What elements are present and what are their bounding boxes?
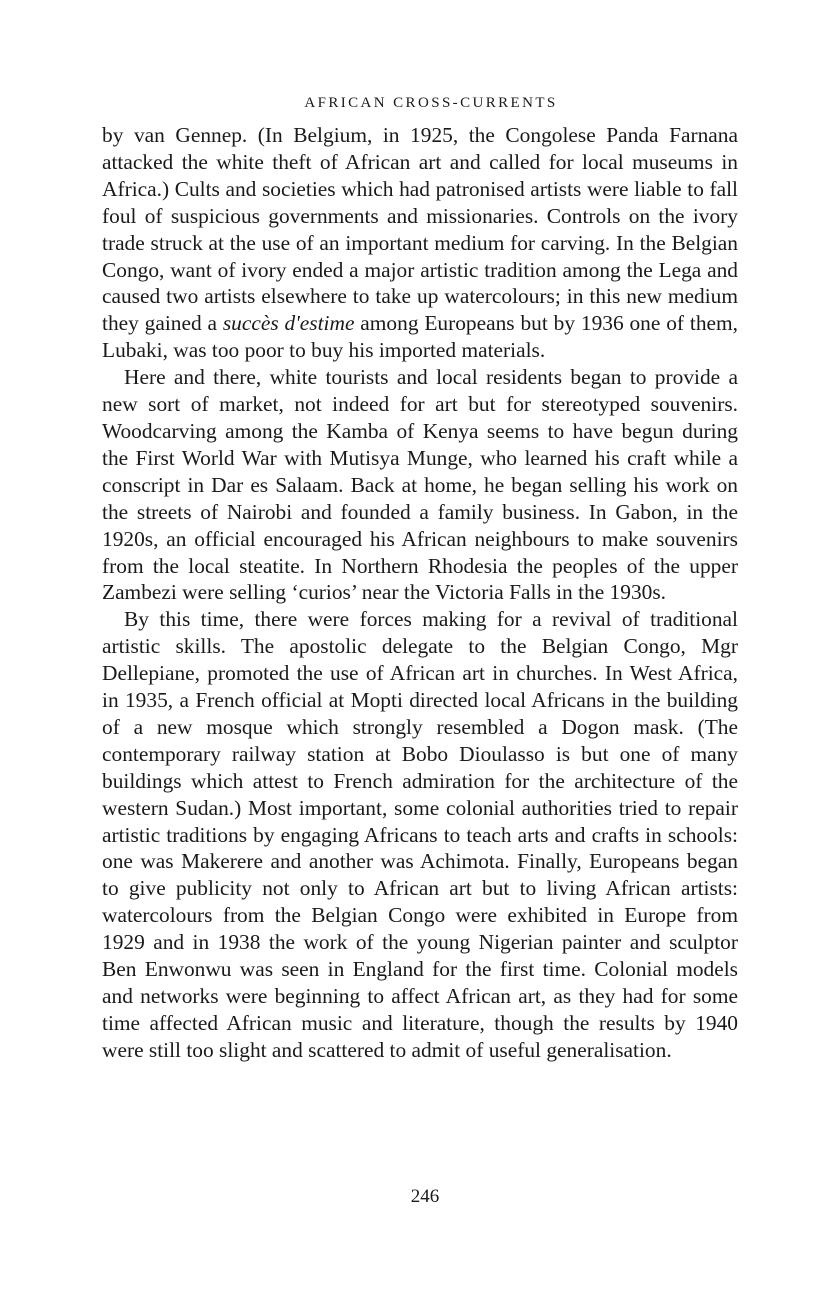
paragraph-1-text-b: among Europeans but by 1936 one of them, Lubaki, was too poor to buy his imported materials. (102, 311, 738, 363)
paragraph-2-text: Here and there, white tourists and local residents began to provide a new sort of market, not indeed for art but for stereotyped souvenirs. Woodcarving among the Kamba of Kenya seems to have begun during the First World War with Mutisya Munge, who learned his craft while a conscript in Dar es Salaam. Back at home, he began selling his work on the streets of Nairobi and founded a family business. In Gabon, in the 1920s, an official encouraged his African neighbours to make souvenirs from the local steatite. In Northern Rhodesia the peoples of the upper Zambezi were selling ‘curios’ near the Victoria Falls in the 1930s. (102, 365, 738, 605)
paragraph-3 (102, 606, 738, 1063)
paragraph-1-text-a: by van Gennep. (In Belgium, in 1925, the Congolese Panda Farnana attacked the white theft of African art and called for local museums in Africa.) Cults and societies which had patronised artists were liable to fall foul of suspicious governments and missionaries. Controls on the ivory trade struck at the use of an important medium for carving. In the Belgian Congo, want of ivory ended a major artistic tradition among the Lega and caused two artists elsewhere to take up watercolours; in this new medium they gained a (102, 123, 738, 336)
paragraph-2 (102, 364, 738, 606)
paragraph-1 (102, 122, 738, 364)
page-number: 246 (410, 1186, 440, 1207)
paragraph-1-italic-phrase: succès d'estime (222, 311, 355, 336)
body-text (102, 122, 738, 1064)
paragraph-3-text: By this time, there were forces making for a revival of traditional artistic skills. The apostolic delegate to the Belgian Congo, Mgr Dellepiane, promoted the use of African art in churches. In West Africa, in 1935, a French official at Mopti directed local Africans in the building of a new mosque which strongly resembled a Dogon mask. (The contemporary railway station at Bobo Dioulasso is but one of many buildings which attest to French admiration for the architecture of the western Sudan.) Most important, some colonial authorities tried to repair artistic traditions by engaging Africans to teach arts and crafts in schools: one was Makerere and another was Achimota. Finally, Europeans began to give publicity not only to African art but to living African artists: watercolours from the Belgian Congo were exhibited in Europe from 1929 and in 1938 the work of the young Nigerian painter and sculptor Ben Enwonwu was seen in England for the first time. Colonial models and networks were beginning to affect African art, as they had for some time affected African music and literature, though the results by 1940 were still too slight and scattered to admit of useful generalisation. (102, 607, 738, 1062)
running-head: AFRICAN CROSS-CURRENTS (304, 95, 558, 111)
book-page (102, 92, 738, 1064)
